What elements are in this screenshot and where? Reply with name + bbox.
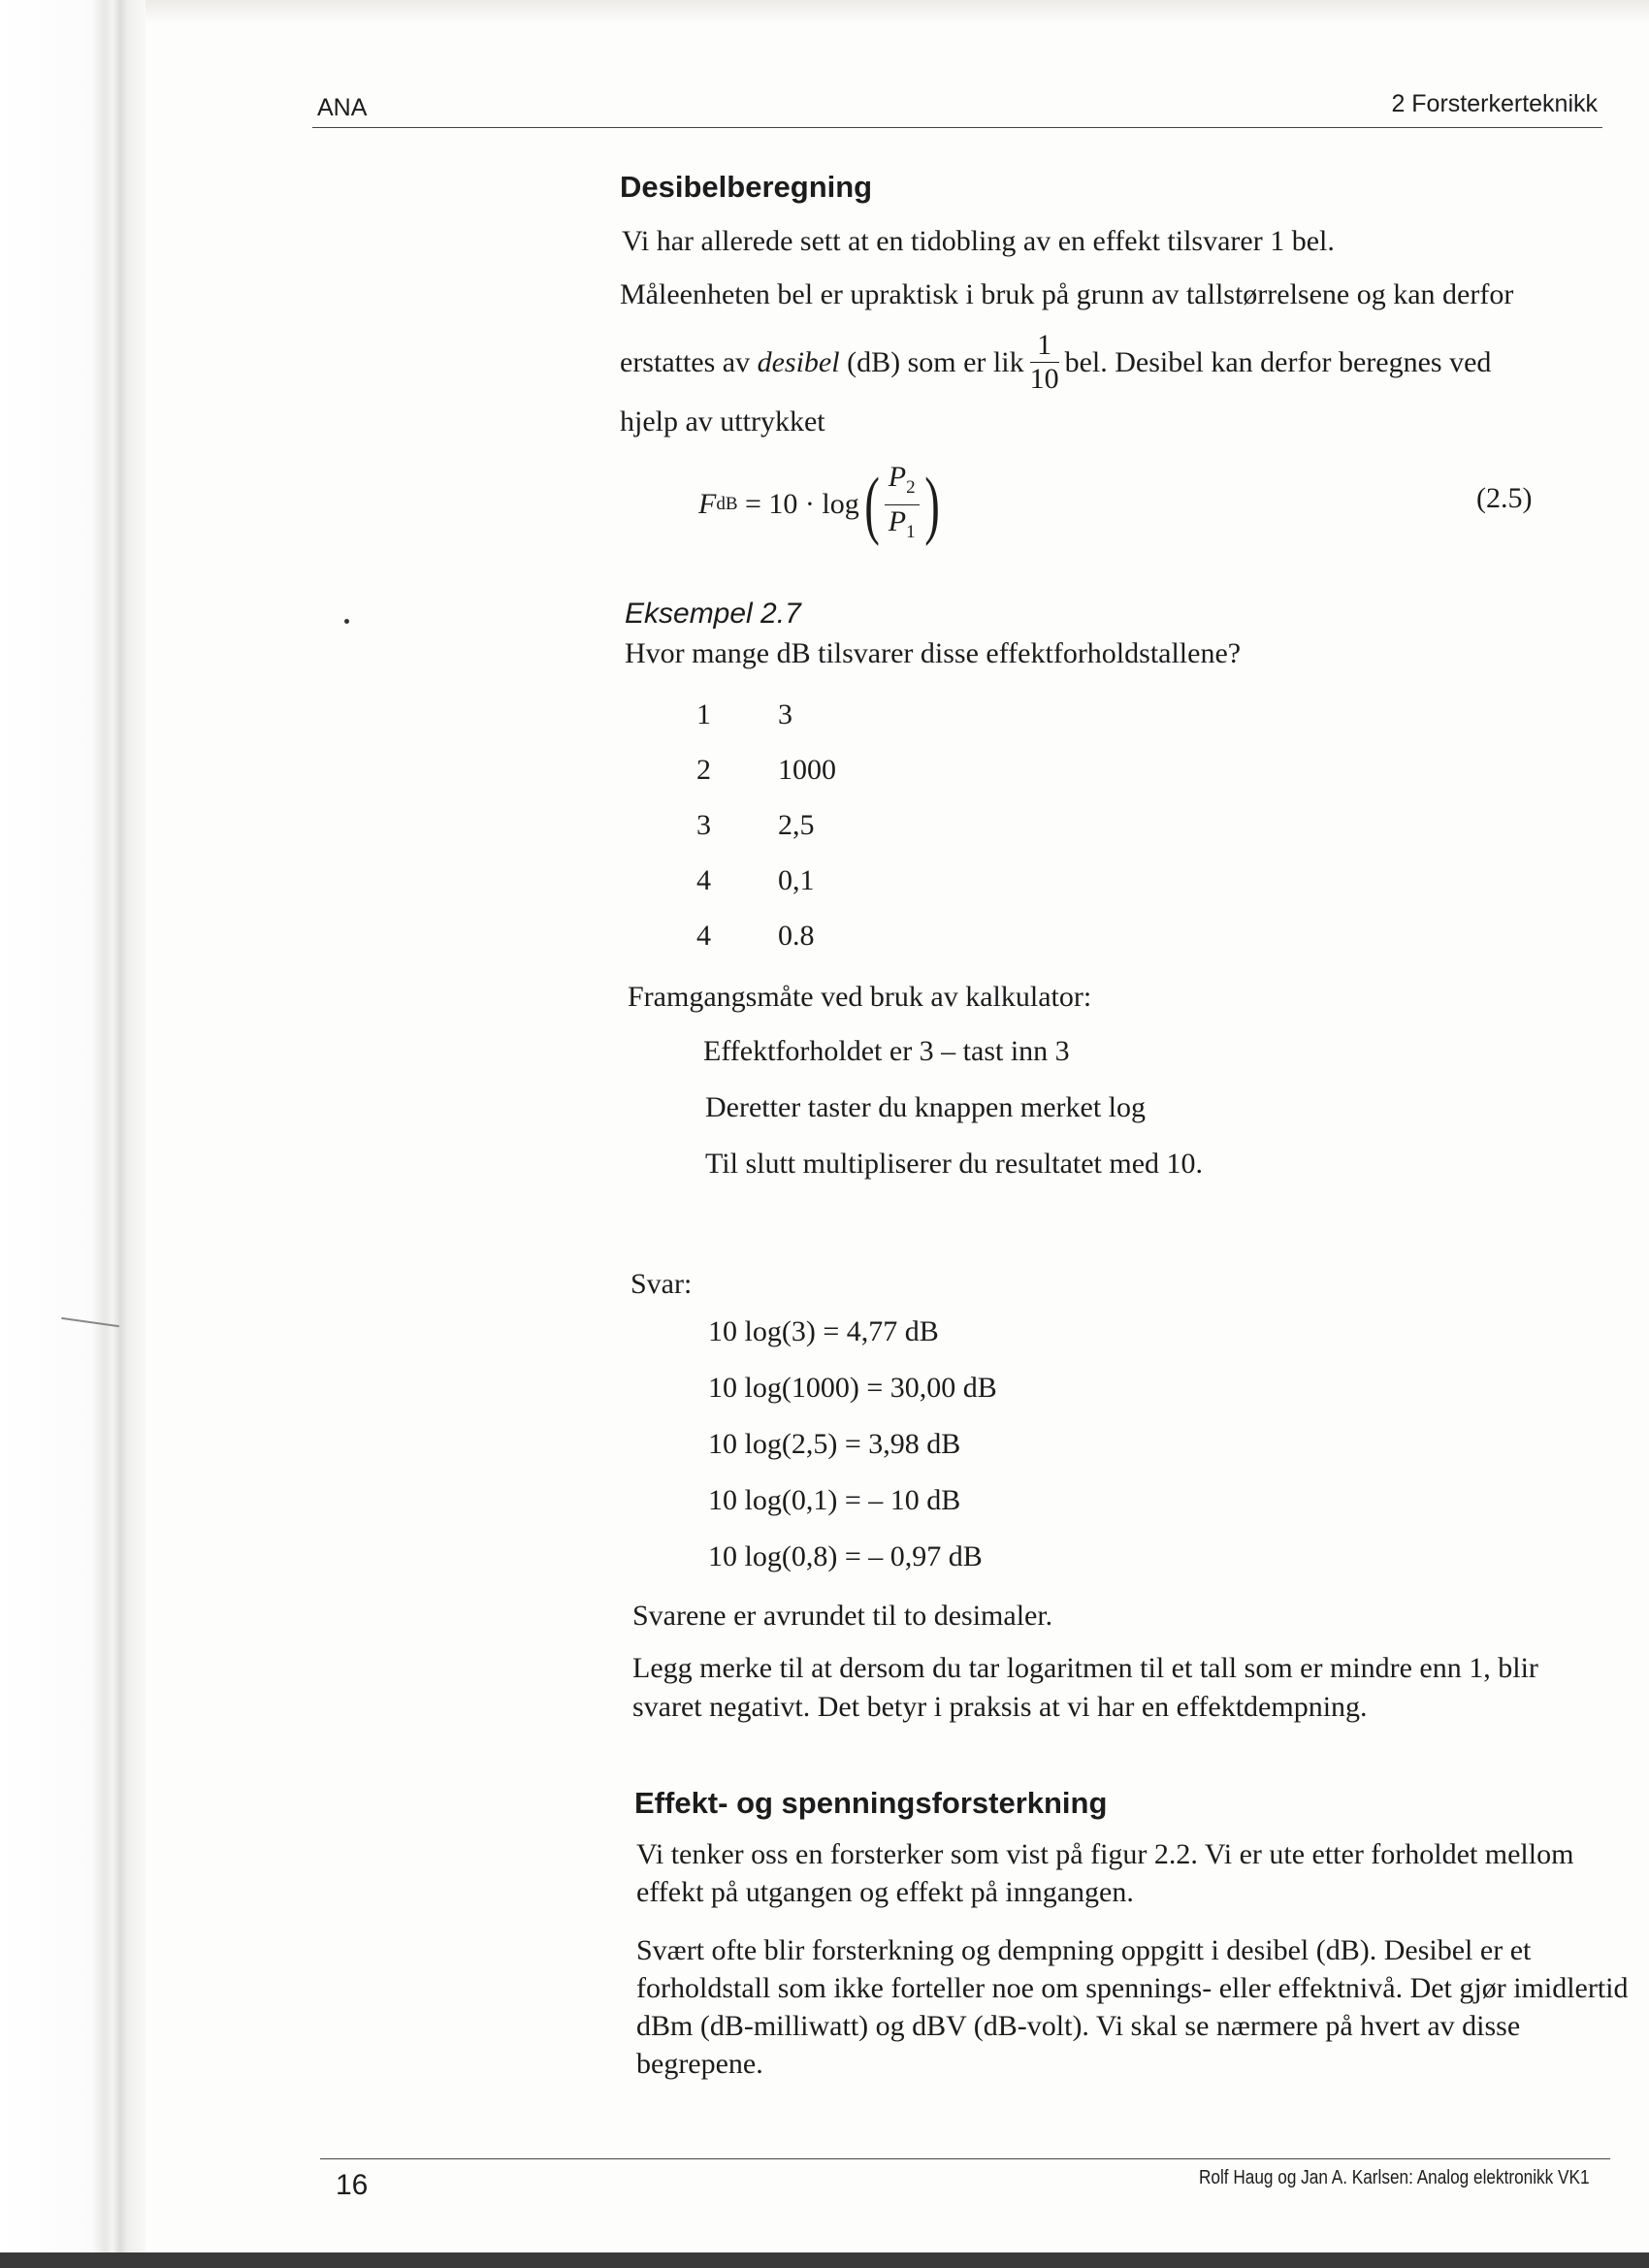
answers-list xyxy=(708,1315,997,1597)
formula-numerator xyxy=(885,461,920,505)
term-desibel: desibel xyxy=(757,345,840,378)
row-value: 2,5 xyxy=(778,809,815,841)
footer-credit: Rolf Haug og Jan A. Karlsen: Analog elektronikk VK1 xyxy=(1199,2167,1590,2188)
row-value: 3 xyxy=(778,698,792,730)
formula-lhs-subscript: dB xyxy=(716,494,738,514)
paragraph-bel-line2 xyxy=(620,328,1491,396)
fraction-denominator: 10 xyxy=(1029,362,1059,395)
row-value: 0,1 xyxy=(778,864,815,896)
method-step: Til slutt multipliserer du resultatet med 10. xyxy=(705,1148,1204,1180)
row-number: 1 xyxy=(696,698,711,730)
paragraph-forsterker: Vi tenker oss en forsterker som vist på figur 2.2. Vi er ute etter forholdet mellom effekt på utgangen og effekt på inngangen. xyxy=(636,1838,1574,1908)
running-header-left: ANA xyxy=(317,94,368,121)
section-heading-desibelberegning: Desibelberegning xyxy=(620,170,873,204)
text-bel-desibel: bel. Desibel kan derfor beregnes ved xyxy=(1064,345,1492,378)
answer-line: 10 log(0,1) = – 10 dB xyxy=(708,1484,961,1516)
formula-p2: P xyxy=(888,460,907,493)
paragraph-dbm-dbv: Svært ofte blir forsterkning og dempning oppgitt i desibel (dB). Desibel er et forholdstall som ikke forteller noe om spennings- eller effektnivå. Det gjør imidlertid dBm (dB-milliwatt) og dBV (dB-volt). Vi skal se nærmere på hvert av disse begrepene. xyxy=(636,1934,1629,2080)
paragraph-tidobling: Vi har allerede sett at en tidobling av en effekt tilsvarer 1 bel. xyxy=(622,225,1335,257)
method-step: Deretter taster du knappen merket log xyxy=(705,1091,1146,1123)
running-header-right: 2 Forsterkerteknikk xyxy=(1391,90,1598,117)
row-value: 0.8 xyxy=(778,920,815,952)
rounding-note: Svarene er avrundet til to desimaler. xyxy=(632,1600,1053,1632)
row-number: 2 xyxy=(696,754,711,786)
paragraph-bel-line1: Måleenheten bel er upraktisk i bruk på grunn av tallstørrelsene og kan derfor xyxy=(620,278,1514,310)
fraction-numerator: 1 xyxy=(1030,329,1059,363)
answer-line: 10 log(2,5) = 3,98 dB xyxy=(708,1428,961,1460)
negative-note-line1: Legg merke til at dersom du tar logaritmen til et tall som er mindre enn 1, blir xyxy=(632,1652,1538,1684)
equation-number: (2.5) xyxy=(1476,482,1533,514)
formula-denominator xyxy=(885,505,920,549)
formula-fdb xyxy=(698,456,945,553)
scan-bottom-edge xyxy=(0,2252,1649,2268)
formula-p1: P xyxy=(888,504,907,537)
text-db-som-er-lik: (dB) som er lik xyxy=(839,345,1024,378)
row-number: 4 xyxy=(696,920,711,952)
answer-line: 10 log(0,8) = – 0,97 dB xyxy=(708,1540,983,1572)
right-paren: ) xyxy=(923,462,940,546)
method-step: Effektforholdet er 3 – tast inn 3 xyxy=(703,1035,1070,1067)
page-number: 16 xyxy=(336,2169,369,2201)
answer-label: Svar: xyxy=(630,1268,693,1300)
text-erstattes: erstattes av xyxy=(620,345,758,378)
footer-rule xyxy=(320,2158,1610,2159)
formula-lhs: F xyxy=(698,488,717,520)
negative-note-line2: svaret negativt. Det betyr i praksis at vi har en effektdempning. xyxy=(632,1691,1368,1723)
formula-p2-sub: 2 xyxy=(906,476,916,498)
top-shadow xyxy=(146,0,1649,23)
left-paren: ( xyxy=(863,462,880,546)
formula-fraction xyxy=(885,461,920,549)
example-title: Eksempel 2.7 xyxy=(625,598,801,630)
stray-dot xyxy=(344,619,349,624)
row-number: 3 xyxy=(696,809,711,841)
fraction-one-tenth xyxy=(1030,329,1059,396)
paragraph-bel-line3: hjelp av uttrykket xyxy=(620,405,825,437)
section-heading-forsterkning: Effekt- og spenningsforsterkning xyxy=(634,1786,1108,1820)
book-spine-edge xyxy=(0,0,146,2268)
answer-line: 10 log(3) = 4,77 dB xyxy=(708,1315,939,1347)
row-number: 4 xyxy=(696,864,711,896)
formula-mid: = 10 · log xyxy=(737,488,859,520)
example-question: Hvor mange dB tilsvarer disse effektforholdstallene? xyxy=(625,637,1242,669)
answer-line: 10 log(1000) = 30,00 dB xyxy=(708,1372,997,1404)
header-rule xyxy=(312,127,1602,128)
row-value: 1000 xyxy=(778,754,836,786)
method-title: Framgangsmåte ved bruk av kalkulator: xyxy=(628,981,1092,1013)
formula-p1-sub: 1 xyxy=(906,521,916,542)
